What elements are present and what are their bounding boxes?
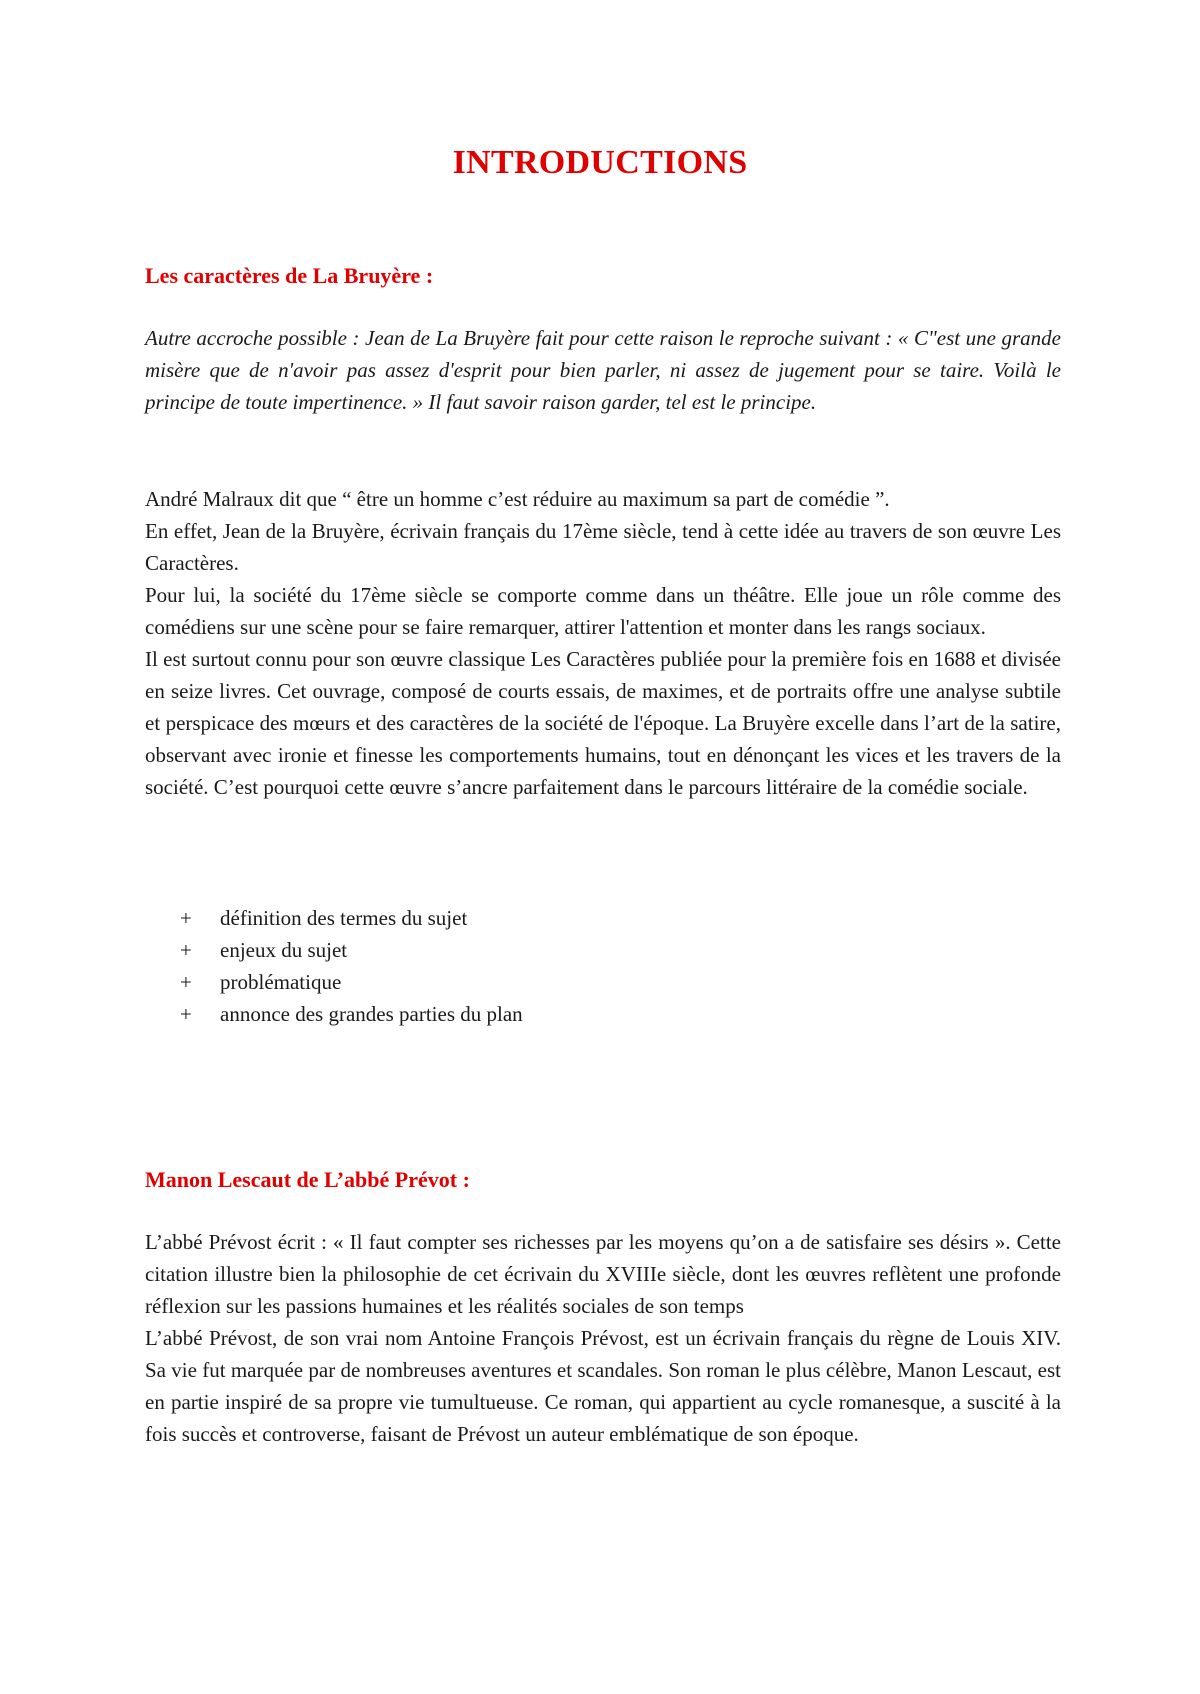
list-item-text: annonce des grandes parties du plan [220, 1002, 523, 1026]
section-body-la-bruyere [145, 483, 1061, 803]
plus-bullet-icon: + [180, 938, 192, 962]
section-heading-la-bruyere: Les caractères de La Bruyère : [145, 263, 434, 288]
hook-text: Autre accroche possible : Jean de La Bruyère fait pour cette raison le reproche suivant : « C"est une grande misère que de n'avoir pas assez d'esprit pour bien parler, ni assez de jugement pour se taire. Voilà le principe de toute impertinence. » Il faut savoir raison garder, tel est le principe. [145, 326, 1061, 414]
paragraph: En effet, Jean de la Bruyère, écrivain français du 17ème siècle, tend à cette idée au travers de son œuvre Les Caractères. [145, 519, 1061, 575]
list-item [180, 966, 523, 998]
plus-bullet-icon: + [180, 970, 192, 994]
section-body-manon-lescaut [145, 1226, 1061, 1450]
list-item [180, 998, 523, 1030]
page-title: INTRODUCTIONS [452, 144, 748, 181]
paragraph: L’abbé Prévost écrit : « Il faut compter ses richesses par les moyens qu’on a de satisfaire ses désirs ». Cette citation illustre bien la philosophie de cet écrivain du XVIIIe siècle, dont les œuvres reflètent une profonde réflexion sur les passions humaines et les réalités sociales de son temps [145, 1230, 1061, 1318]
list-item [180, 934, 523, 966]
hook-paragraph [145, 322, 1061, 418]
section-heading-manon-lescaut: Manon Lescaut de L’abbé Prévot : [145, 1167, 470, 1192]
paragraph: L’abbé Prévost, de son vrai nom Antoine François Prévost, est un écrivain français du règne de Louis XIV. Sa vie fut marquée par de nombreuses aventures et scandales. Son roman le plus célèbre, Manon Lescaut, est en partie inspiré de sa propre vie tumultueuse. Ce roman, qui appartient au cycle romanesque, a suscité à la fois succès et controverse, faisant de Prévost un auteur emblématique de son époque. [145, 1326, 1061, 1446]
plus-bullet-icon: + [180, 1002, 192, 1026]
paragraph: Pour lui, la société du 17ème siècle se comporte comme dans un théâtre. Elle joue un rôle comme des comédiens sur une scène pour se faire remarquer, attirer l'attention et monter dans les rangs sociaux. [145, 583, 1061, 639]
bullet-list [180, 902, 523, 1030]
list-item-text: définition des termes du sujet [220, 906, 468, 930]
paragraph: Il est surtout connu pour son œuvre classique Les Caractères publiée pour la première fois en 1688 et divisée en seize livres. Cet ouvrage, composé de courts essais, de maximes, et de portraits offre une analyse subtile et perspicace des mœurs et des caractères de la société de l'époque. La Bruyère excelle dans l’art de la satire, observant avec ironie et finesse les comportements humains, tout en dénonçant les vices et les travers de la société. C’est pourquoi cette œuvre s’ancre parfaitement dans le parcours littéraire de la comédie sociale. [145, 647, 1061, 799]
plus-bullet-icon: + [180, 906, 192, 930]
paragraph: André Malraux dit que “ être un homme c’est réduire au maximum sa part de comédie ”. [145, 487, 890, 511]
list-item-text: problématique [220, 970, 342, 994]
list-item-text: enjeux du sujet [220, 938, 348, 962]
list-item [180, 902, 523, 934]
